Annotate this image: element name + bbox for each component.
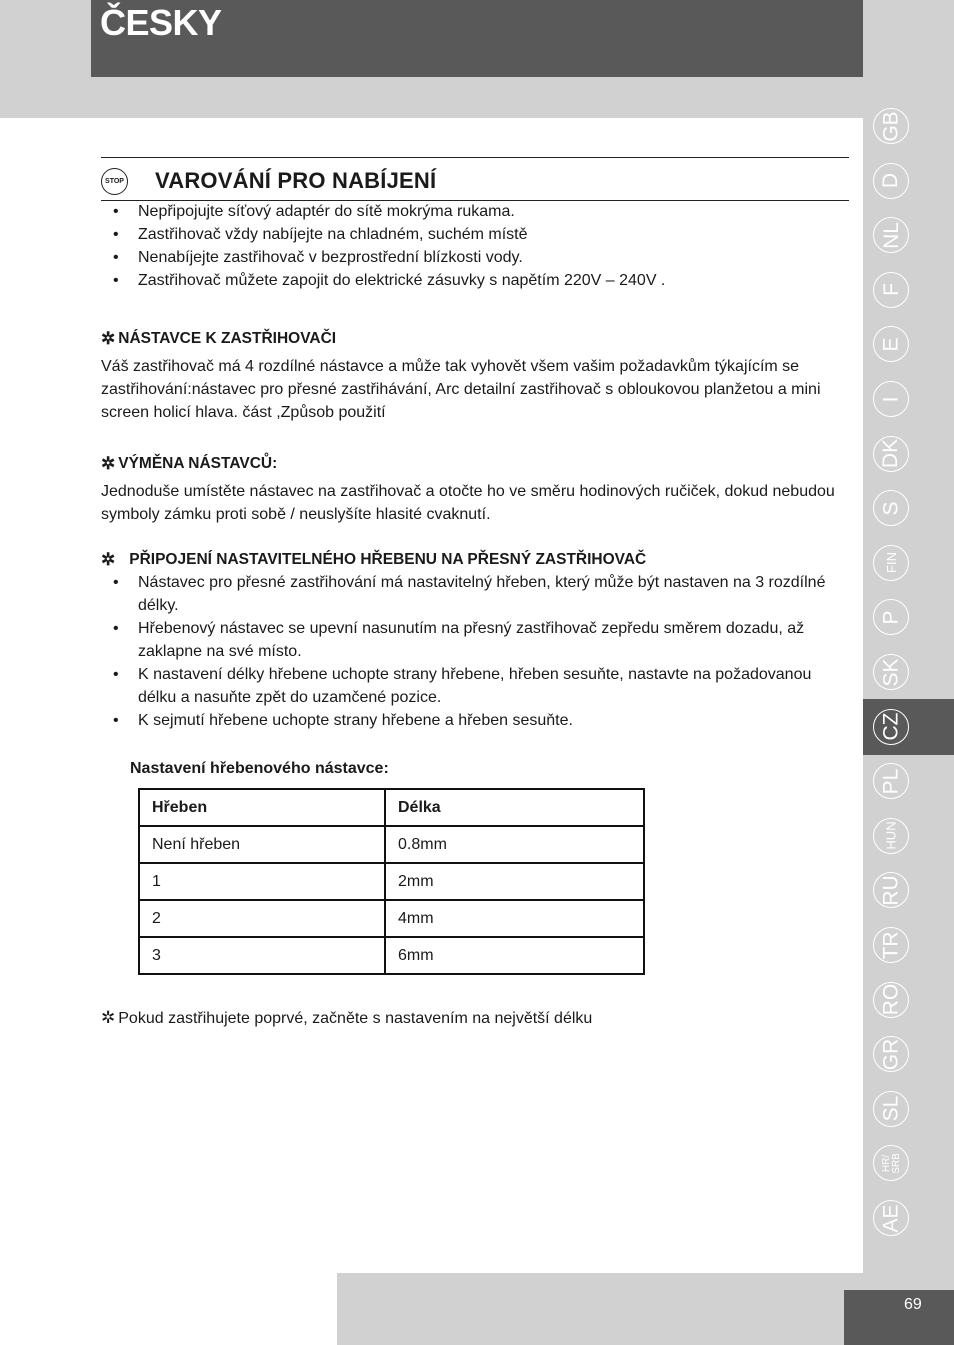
language-circle bbox=[873, 982, 909, 1018]
language-tab-d[interactable] bbox=[863, 153, 954, 209]
language-tab-ru[interactable] bbox=[863, 862, 954, 918]
sun-icon: ✲ bbox=[101, 550, 116, 569]
language-label: CZ bbox=[879, 712, 903, 741]
language-circle bbox=[873, 763, 909, 799]
table-title: Nastavení hřebenového nástavce: bbox=[130, 760, 389, 777]
comb-title: PŘIPOJENÍ NASTAVITELNÉHO HŘEBENU NA PŘESNÝ ZASTŘIHOVAČ bbox=[129, 551, 647, 568]
language-circle bbox=[873, 381, 909, 417]
language-circle bbox=[873, 217, 909, 253]
language-label: GR bbox=[879, 1038, 903, 1070]
sun-icon: ✲ bbox=[101, 454, 116, 473]
language-label: HR/ SRB bbox=[880, 1153, 901, 1174]
language-circle bbox=[873, 818, 909, 854]
attachments-section bbox=[101, 327, 849, 424]
language-circle bbox=[873, 272, 909, 308]
list-item-text: Zastřihovač můžete zapojit do elektrické zásuvky s napětím 220V – 240V . bbox=[138, 272, 666, 289]
language-tab-dk[interactable] bbox=[863, 426, 954, 482]
list-item-text: Hřebenový nástavec se upevní nasunutím na přesný zastřihovač zepředu směrem dozadu, až zaklapne na své místo. bbox=[138, 620, 805, 660]
table-cell: 1 bbox=[139, 863, 385, 900]
language-label: TR bbox=[879, 931, 903, 959]
language-label: RO bbox=[879, 983, 903, 1016]
table-cell: 2mm bbox=[385, 863, 644, 900]
language-tab-sk[interactable] bbox=[863, 644, 954, 700]
list-item-text: Nástavec pro přesné zastřihování má nastavitelný hřeben, který může být nastaven na 3 rozdílné délky. bbox=[138, 574, 826, 614]
language-circle bbox=[873, 1091, 909, 1127]
table-header-row bbox=[139, 789, 644, 826]
bullet: • bbox=[113, 620, 119, 637]
language-label: RU bbox=[879, 875, 903, 906]
language-label: I bbox=[879, 396, 903, 402]
attachments-title: NÁSTAVCE K ZASTŘIHOVAČI bbox=[118, 330, 337, 347]
language-label: AE bbox=[879, 1203, 903, 1233]
language-label: S bbox=[879, 501, 903, 516]
attachments-heading bbox=[101, 327, 849, 350]
page-body-bottom bbox=[0, 1273, 337, 1345]
language-label: GB bbox=[879, 110, 903, 142]
list-item bbox=[101, 269, 849, 292]
warning-top-rule bbox=[101, 157, 849, 158]
bullet: • bbox=[113, 249, 119, 266]
table-row bbox=[139, 863, 644, 900]
attachments-text: Váš zastřihovač má 4 rozdílné nástavce a může tak vyhovět všem vašim požadavkům týkajícím se zastřihování:nástavec pro přesné zastřihávání, Arc detailní zastřihovač s obloukovou planžetou a mini screen holicí hlava. část ,Způsob použití bbox=[101, 358, 821, 421]
language-label: D bbox=[879, 173, 903, 189]
language-circle bbox=[873, 709, 909, 745]
list-item bbox=[101, 200, 849, 223]
language-circle bbox=[873, 163, 909, 199]
language-tab-cz[interactable] bbox=[863, 699, 954, 755]
list-item bbox=[101, 709, 845, 732]
language-label: P bbox=[879, 610, 903, 625]
bullet: • bbox=[113, 666, 119, 683]
language-label: PL bbox=[879, 768, 903, 795]
language-label: F bbox=[879, 283, 903, 297]
list-item bbox=[101, 223, 849, 246]
language-tab-gb[interactable] bbox=[863, 98, 954, 154]
language-tab-f[interactable] bbox=[863, 262, 954, 318]
tip-text: Pokud zastřihujete poprvé, začněte s nastavením na největší délku bbox=[118, 1010, 593, 1027]
header-bar bbox=[91, 0, 863, 77]
language-label: FIN bbox=[883, 552, 899, 574]
list-item-text: K sejmutí hřebene uchopte strany hřebene a hřeben sesuňte. bbox=[138, 712, 573, 729]
language-circle bbox=[873, 108, 909, 144]
table-cell: Není hřeben bbox=[139, 826, 385, 863]
language-circle bbox=[873, 1200, 909, 1236]
language-tab-e[interactable] bbox=[863, 316, 954, 372]
language-circle bbox=[873, 654, 909, 690]
list-item-text: Nepřipojujte síťový adaptér do sítě mokrýma rukama. bbox=[138, 203, 515, 220]
language-circle bbox=[873, 545, 909, 581]
list-item-text: Zastřihovač vždy nabíjejte na chladném, suchém místě bbox=[138, 226, 528, 243]
warning-title: VAROVÁNÍ PRO NABÍJENÍ bbox=[155, 168, 437, 193]
exchange-heading bbox=[101, 452, 849, 475]
language-label: E bbox=[879, 337, 903, 352]
language-circle bbox=[873, 1036, 909, 1072]
language-label: SK bbox=[879, 657, 903, 687]
table-cell: 4mm bbox=[385, 900, 644, 937]
language-tab-s[interactable] bbox=[863, 480, 954, 536]
language-tab-pl[interactable] bbox=[863, 753, 954, 809]
language-circle bbox=[873, 490, 909, 526]
bullet: • bbox=[113, 574, 119, 591]
tip-line bbox=[101, 1007, 849, 1030]
bullet: • bbox=[113, 203, 119, 220]
sun-icon: ✲ bbox=[101, 1008, 116, 1027]
language-tab-ae[interactable] bbox=[863, 1190, 954, 1246]
language-circle bbox=[873, 326, 909, 362]
stop-icon bbox=[101, 168, 128, 195]
table-row bbox=[139, 937, 644, 974]
comb-settings-table bbox=[138, 788, 645, 975]
bullet: • bbox=[113, 226, 119, 243]
list-item bbox=[101, 571, 845, 617]
language-tabs bbox=[863, 98, 954, 1248]
comb-section bbox=[101, 548, 849, 732]
bullet: • bbox=[113, 272, 119, 289]
list-item bbox=[101, 617, 845, 663]
warning-list bbox=[101, 200, 849, 292]
table-cell: 6mm bbox=[385, 937, 644, 974]
table-cell: 3 bbox=[139, 937, 385, 974]
language-circle bbox=[873, 872, 909, 908]
exchange-title: VÝMĚNA NÁSTAVCŮ: bbox=[118, 455, 278, 472]
bullet: • bbox=[113, 712, 119, 729]
table-cell: 2 bbox=[139, 900, 385, 937]
language-label: SL bbox=[879, 1095, 903, 1122]
exchange-text: Jednoduše umístěte nástavec na zastřihovač a otočte ho ve směru hodinových ručiček, dokud nebudou symboly zámku proti sobě / neuslyšíte hlasité cvaknutí. bbox=[101, 483, 835, 523]
page-number: 69 bbox=[904, 1296, 922, 1313]
language-circle bbox=[873, 436, 909, 472]
table-row bbox=[139, 826, 644, 863]
table-row bbox=[139, 900, 644, 937]
list-item bbox=[101, 246, 849, 269]
table-cell: 0.8mm bbox=[385, 826, 644, 863]
language-tab-tr[interactable] bbox=[863, 917, 954, 973]
language-tab-sl[interactable] bbox=[863, 1081, 954, 1137]
stop-icon-text: STOP bbox=[105, 177, 124, 185]
language-label: HUN bbox=[883, 821, 899, 850]
language-tab-gr[interactable] bbox=[863, 1026, 954, 1082]
language-tab-i[interactable] bbox=[863, 371, 954, 427]
language-tab-hrsrb[interactable] bbox=[863, 1135, 954, 1191]
list-item-text: K nastavení délky hřebene uchopte strany hřebene, hřeben sesuňte, nastavte na požadovanou délku a nasuňte zpět do uzamčené pozice. bbox=[138, 666, 812, 706]
language-circle bbox=[873, 1145, 909, 1181]
page-title: ČESKY bbox=[100, 2, 222, 43]
exchange-section bbox=[101, 452, 849, 526]
language-tab-ro[interactable] bbox=[863, 972, 954, 1028]
table-header-cell: Hřeben bbox=[139, 789, 385, 826]
list-item bbox=[101, 663, 845, 709]
list-item-text: Nenabíjejte zastřihovač v bezprostřední blízkosti vody. bbox=[138, 249, 523, 266]
page-number-box bbox=[844, 1290, 954, 1345]
language-circle bbox=[873, 927, 909, 963]
warning-heading bbox=[101, 162, 849, 200]
language-tab-fin[interactable] bbox=[863, 535, 954, 591]
table-header-cell: Délka bbox=[385, 789, 644, 826]
sun-icon: ✲ bbox=[101, 329, 116, 348]
language-tab-nl[interactable] bbox=[863, 207, 954, 263]
language-circle bbox=[873, 599, 909, 635]
language-label: NL bbox=[879, 221, 903, 249]
language-tab-p[interactable] bbox=[863, 589, 954, 645]
comb-heading bbox=[101, 548, 849, 571]
language-label: DK bbox=[879, 439, 903, 469]
language-tab-hun[interactable] bbox=[863, 808, 954, 864]
